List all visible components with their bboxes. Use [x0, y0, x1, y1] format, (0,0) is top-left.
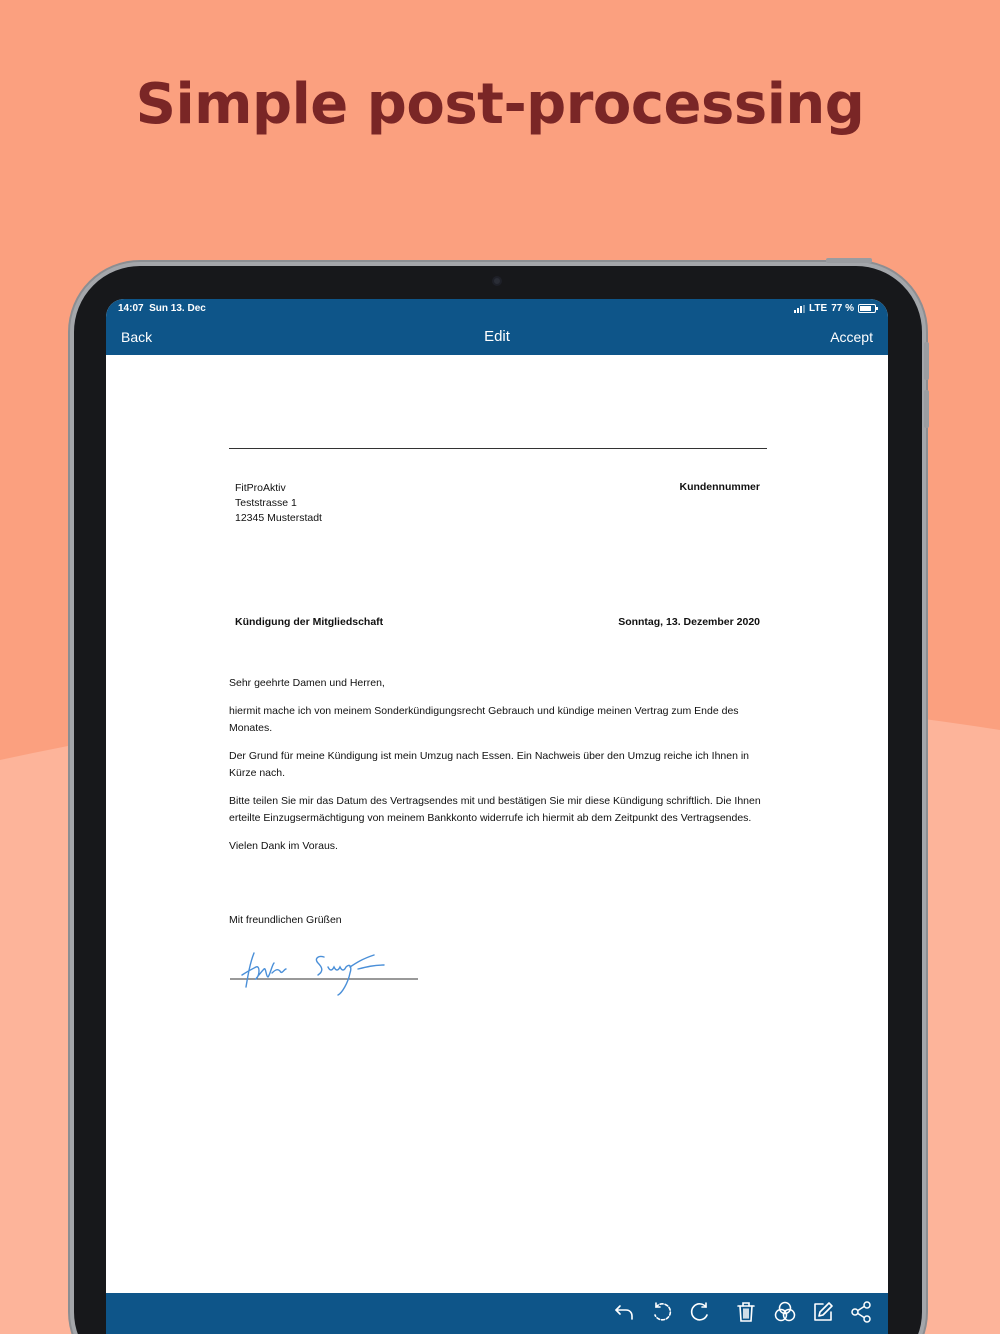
letter-paragraph: hiermit mache ich von meinem Sonderkündigungsrecht Gebrauch und kündige meinen Vertrag zum Ende des Monates.	[229, 705, 739, 734]
battery-icon	[858, 304, 876, 313]
tablet-screen	[106, 299, 888, 1334]
rotate-right-icon[interactable]	[686, 1298, 714, 1326]
letter-body	[229, 675, 774, 866]
volume-down-button	[924, 390, 929, 428]
navigation-bar	[106, 321, 888, 355]
letter-greeting: Sehr geehrte Damen und Herren,	[229, 677, 385, 689]
recipient-address	[235, 481, 322, 526]
volume-up-button	[924, 342, 929, 380]
letter-paragraph: Bitte teilen Sie mir das Datum des Vertragsendes mit und bestätigen Sie mir diese Kündigung schriftlich. Die Ihnen erteilte Einzugsermächtigung von meinem Bankkonto widerrufe ich hiermit ab dem Zeitpunkt des Vertragsendes.	[229, 795, 761, 824]
edit-icon[interactable]	[809, 1298, 837, 1326]
address-line: FitProAktiv	[235, 482, 286, 494]
letter-thanks: Vielen Dank im Voraus.	[229, 840, 338, 852]
status-bar	[106, 299, 888, 321]
edit-toolbar	[106, 1293, 888, 1334]
status-time: 14:07	[118, 303, 144, 314]
back-button[interactable]: Back	[121, 329, 153, 345]
nav-title: Edit	[484, 328, 510, 345]
rotate-left-icon[interactable]	[648, 1298, 676, 1326]
document-header-rule	[229, 448, 767, 449]
signature-image	[226, 945, 426, 1003]
share-icon[interactable]	[847, 1298, 875, 1326]
status-date: Sun 13. Dec	[149, 303, 206, 314]
accept-button[interactable]: Accept	[830, 329, 873, 345]
front-camera	[492, 276, 502, 286]
letter-closing: Mit freundlichen Grüßen	[229, 914, 342, 926]
letter-date: Sonntag, 13. Dezember 2020	[618, 616, 760, 628]
power-button	[826, 258, 872, 263]
filter-icon[interactable]	[771, 1298, 799, 1326]
battery-label: 77 %	[831, 303, 854, 314]
status-time-date	[118, 303, 206, 314]
document-preview	[106, 355, 888, 1293]
letter-subject: Kündigung der Mitgliedschaft	[235, 616, 384, 628]
trash-icon[interactable]	[732, 1298, 760, 1326]
address-line: 12345 Musterstadt	[235, 512, 322, 524]
network-label: LTE	[809, 303, 828, 314]
headline: Simple post-processing	[135, 72, 865, 137]
status-indicators	[794, 303, 876, 314]
letter-paragraph: Der Grund für meine Kündigung ist mein Umzug nach Essen. Ein Nachweis über den Umzug reiche ich Ihnen in Kürze nach.	[229, 750, 750, 779]
customer-number-label: Kundennummer	[679, 481, 760, 493]
address-line: Teststrasse 1	[235, 497, 297, 509]
signal-icon	[794, 305, 805, 313]
undo-icon[interactable]	[610, 1298, 638, 1326]
